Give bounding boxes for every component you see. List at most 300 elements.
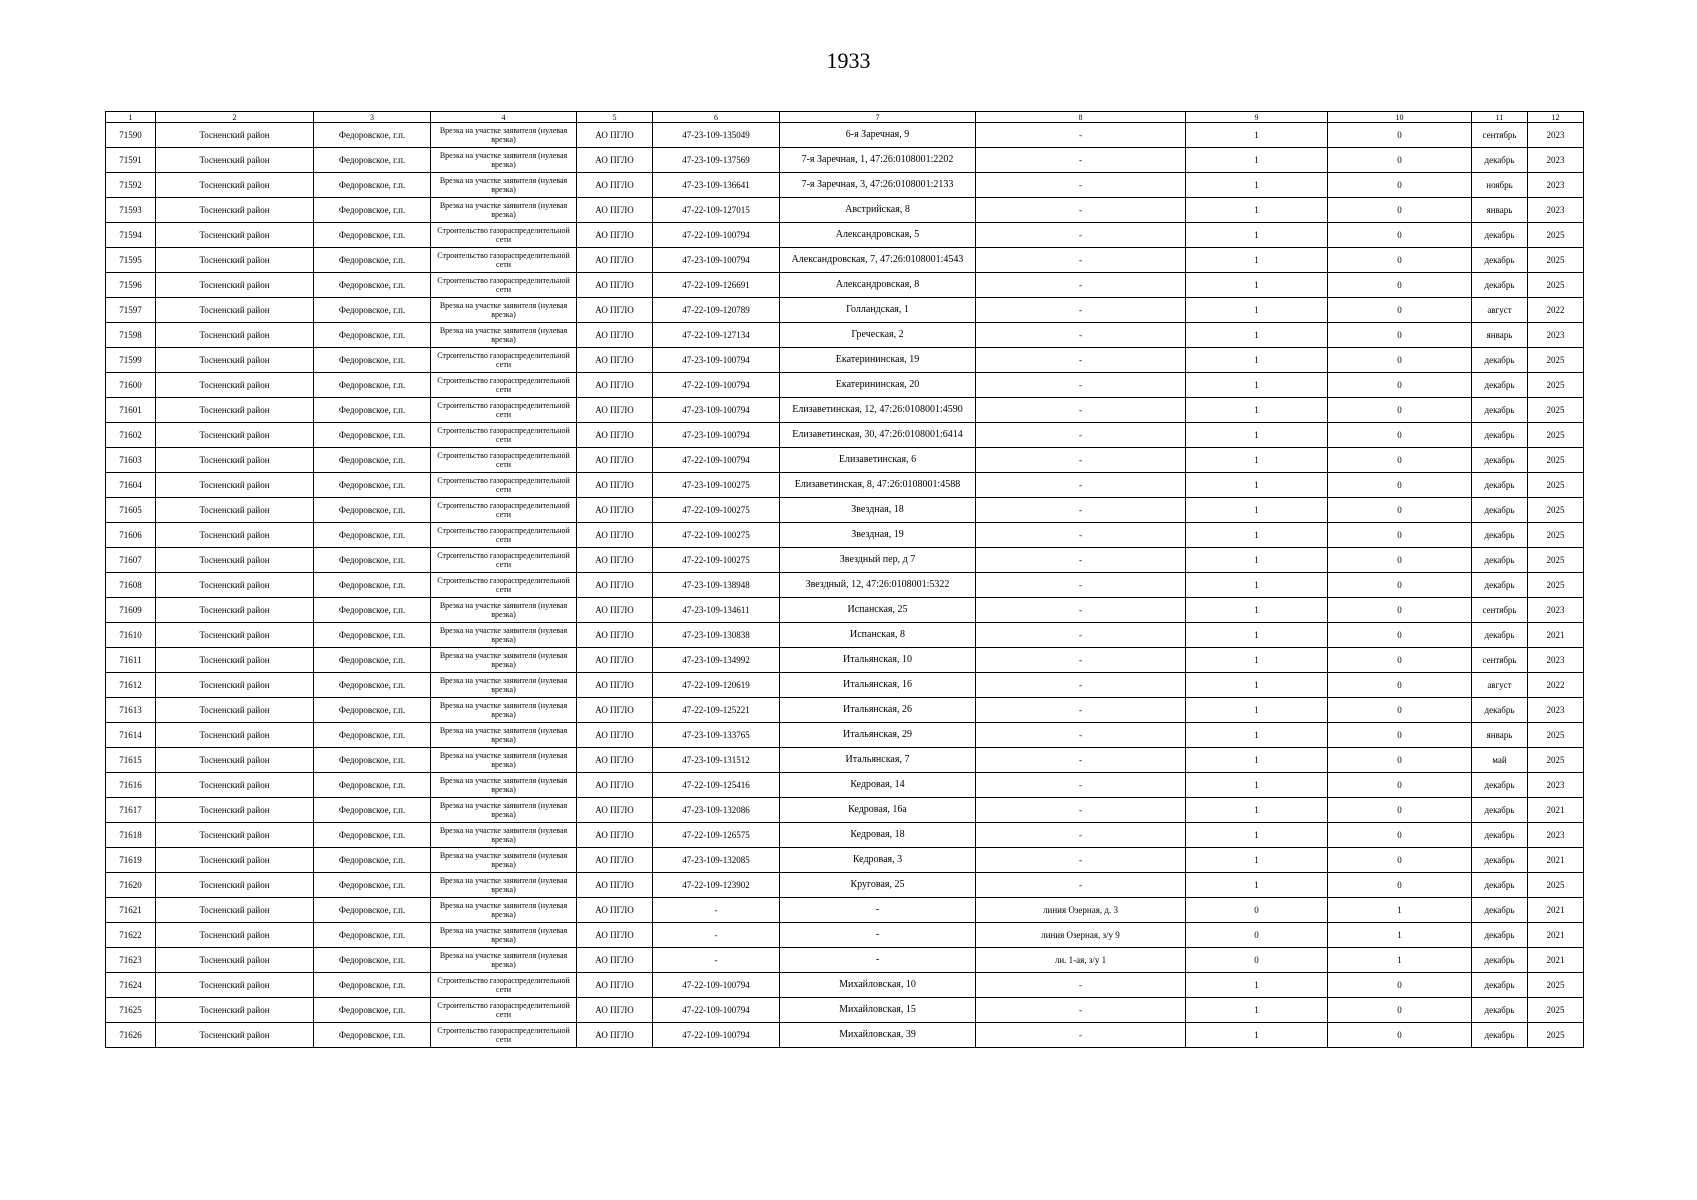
cell-alt-address: -: [976, 548, 1186, 573]
cell-row-number: 71626: [106, 1023, 156, 1048]
cell-address: Итальянская, 16: [780, 673, 976, 698]
cell-permit-number: 47-23-109-133765: [653, 723, 780, 748]
cell-permit-number: 47-23-109-138948: [653, 573, 780, 598]
cell-permit-number: 47-22-109-125221: [653, 698, 780, 723]
cell-work-type: Строительство газораспределительной сети: [431, 448, 577, 473]
cell-year: 2022: [1528, 298, 1584, 323]
cell-permit-number: 47-22-109-100794: [653, 973, 780, 998]
cell-address: Голландская, 1: [780, 298, 976, 323]
cell-settlement: Федоровское, г.п.: [314, 873, 431, 898]
cell-settlement: Федоровское, г.п.: [314, 123, 431, 148]
cell-count-b: 0: [1328, 623, 1472, 648]
cell-organization: АО ПГЛО: [577, 1023, 653, 1048]
cell-year: 2023: [1528, 773, 1584, 798]
cell-count-b: 1: [1328, 898, 1472, 923]
page-number: 1933: [826, 48, 871, 73]
cell-row-number: 71605: [106, 498, 156, 523]
cell-organization: АО ПГЛО: [577, 723, 653, 748]
table-row: [106, 223, 1584, 248]
cell-work-type: Врезка на участке заявителя (нулевая врезка): [431, 748, 577, 773]
cell-month: декабрь: [1472, 998, 1528, 1023]
cell-permit-number: 47-23-109-135049: [653, 123, 780, 148]
cell-year: 2025: [1528, 523, 1584, 548]
cell-count-a: 1: [1186, 248, 1328, 273]
cell-settlement: Федоровское, г.п.: [314, 448, 431, 473]
cell-work-type: Строительство газораспределительной сети: [431, 473, 577, 498]
cell-address: Итальянская, 26: [780, 698, 976, 723]
cell-month: сентябрь: [1472, 598, 1528, 623]
cell-row-number: 71601: [106, 398, 156, 423]
cell-district: Тосненский район: [156, 223, 314, 248]
cell-year: 2021: [1528, 623, 1584, 648]
cell-count-a: 1: [1186, 498, 1328, 523]
column-header: 9: [1186, 112, 1328, 123]
cell-count-b: 0: [1328, 1023, 1472, 1048]
table-row: [106, 573, 1584, 598]
cell-month: декабрь: [1472, 798, 1528, 823]
cell-year: 2021: [1528, 923, 1584, 948]
cell-permit-number: 47-23-109-136641: [653, 173, 780, 198]
cell-work-type: Строительство газораспределительной сети: [431, 398, 577, 423]
cell-alt-address: линия Озерная, д. 3: [976, 898, 1186, 923]
cell-month: декабрь: [1472, 773, 1528, 798]
cell-organization: АО ПГЛО: [577, 798, 653, 823]
table-row: [106, 398, 1584, 423]
cell-settlement: Федоровское, г.п.: [314, 698, 431, 723]
cell-permit-number: 47-22-109-120789: [653, 298, 780, 323]
cell-district: Тосненский район: [156, 573, 314, 598]
cell-work-type: Врезка на участке заявителя (нулевая врезка): [431, 948, 577, 973]
cell-address: Александровская, 8: [780, 273, 976, 298]
cell-row-number: 71624: [106, 973, 156, 998]
cell-alt-address: -: [976, 1023, 1186, 1048]
cell-district: Тосненский район: [156, 148, 314, 173]
table-row: [106, 798, 1584, 823]
cell-count-b: 0: [1328, 673, 1472, 698]
cell-alt-address: -: [976, 148, 1186, 173]
cell-settlement: Федоровское, г.п.: [314, 823, 431, 848]
cell-alt-address: -: [976, 573, 1186, 598]
cell-address: Итальянская, 7: [780, 748, 976, 773]
cell-district: Тосненский район: [156, 973, 314, 998]
cell-alt-address: -: [976, 323, 1186, 348]
table-row: [106, 523, 1584, 548]
cell-work-type: Строительство газораспределительной сети: [431, 373, 577, 398]
cell-count-a: 1: [1186, 848, 1328, 873]
cell-work-type: Строительство газораспределительной сети: [431, 548, 577, 573]
cell-count-b: 0: [1328, 273, 1472, 298]
cell-year: 2023: [1528, 648, 1584, 673]
cell-count-a: 1: [1186, 823, 1328, 848]
cell-settlement: Федоровское, г.п.: [314, 898, 431, 923]
cell-district: Тосненский район: [156, 423, 314, 448]
cell-permit-number: -: [653, 948, 780, 973]
cell-count-b: 0: [1328, 823, 1472, 848]
cell-permit-number: 47-23-109-134992: [653, 648, 780, 673]
cell-address: Звездная, 19: [780, 523, 976, 548]
cell-address: Михайловская, 15: [780, 998, 976, 1023]
cell-organization: АО ПГЛО: [577, 873, 653, 898]
cell-permit-number: 47-22-109-100275: [653, 498, 780, 523]
cell-alt-address: -: [976, 848, 1186, 873]
table-row: [106, 348, 1584, 373]
cell-district: Тосненский район: [156, 173, 314, 198]
cell-month: декабрь: [1472, 923, 1528, 948]
table-row: [106, 448, 1584, 473]
table-row: [106, 498, 1584, 523]
cell-year: 2023: [1528, 823, 1584, 848]
cell-permit-number: 47-22-109-100794: [653, 373, 780, 398]
cell-row-number: 71608: [106, 573, 156, 598]
cell-count-a: 1: [1186, 1023, 1328, 1048]
cell-permit-number: 47-23-109-100794: [653, 348, 780, 373]
table-row: [106, 548, 1584, 573]
cell-work-type: Строительство газораспределительной сети: [431, 498, 577, 523]
cell-alt-address: -: [976, 773, 1186, 798]
cell-count-b: 0: [1328, 798, 1472, 823]
cell-month: декабрь: [1472, 873, 1528, 898]
cell-year: 2025: [1528, 1023, 1584, 1048]
cell-settlement: Федоровское, г.п.: [314, 248, 431, 273]
cell-work-type: Врезка на участке заявителя (нулевая врезка): [431, 323, 577, 348]
cell-count-b: 0: [1328, 373, 1472, 398]
cell-district: Тосненский район: [156, 348, 314, 373]
cell-organization: АО ПГЛО: [577, 123, 653, 148]
cell-work-type: Врезка на участке заявителя (нулевая врезка): [431, 848, 577, 873]
cell-month: декабрь: [1472, 573, 1528, 598]
cell-year: 2025: [1528, 273, 1584, 298]
cell-row-number: 71594: [106, 223, 156, 248]
cell-count-a: 1: [1186, 373, 1328, 398]
cell-row-number: 71618: [106, 823, 156, 848]
cell-month: декабрь: [1472, 898, 1528, 923]
cell-permit-number: 47-23-109-132086: [653, 798, 780, 823]
cell-address: Звездный, 12, 47:26:0108001:5322: [780, 573, 976, 598]
cell-permit-number: 47-23-109-100794: [653, 423, 780, 448]
cell-organization: АО ПГЛО: [577, 898, 653, 923]
cell-count-a: 1: [1186, 298, 1328, 323]
cell-address: -: [780, 898, 976, 923]
cell-district: Тосненский район: [156, 848, 314, 873]
cell-month: декабрь: [1472, 548, 1528, 573]
cell-district: Тосненский район: [156, 448, 314, 473]
cell-work-type: Строительство газораспределительной сети: [431, 223, 577, 248]
cell-permit-number: 47-22-109-126691: [653, 273, 780, 298]
cell-count-b: 1: [1328, 923, 1472, 948]
cell-settlement: Федоровское, г.п.: [314, 673, 431, 698]
cell-district: Тосненский район: [156, 298, 314, 323]
cell-permit-number: 47-23-109-134611: [653, 598, 780, 623]
cell-count-a: 1: [1186, 973, 1328, 998]
cell-year: 2022: [1528, 673, 1584, 698]
cell-month: декабрь: [1472, 273, 1528, 298]
cell-work-type: Строительство газораспределительной сети: [431, 998, 577, 1023]
cell-address: Испанская, 8: [780, 623, 976, 648]
cell-count-a: 1: [1186, 798, 1328, 823]
cell-district: Тосненский район: [156, 823, 314, 848]
cell-count-b: 0: [1328, 998, 1472, 1023]
table-row: [106, 298, 1584, 323]
cell-work-type: Врезка на участке заявителя (нулевая врезка): [431, 198, 577, 223]
cell-permit-number: 47-23-109-137569: [653, 148, 780, 173]
cell-year: 2025: [1528, 998, 1584, 1023]
cell-row-number: 71600: [106, 373, 156, 398]
cell-organization: АО ПГЛО: [577, 923, 653, 948]
cell-year: 2025: [1528, 448, 1584, 473]
table-row: [106, 123, 1584, 148]
cell-count-a: 1: [1186, 273, 1328, 298]
cell-year: 2023: [1528, 173, 1584, 198]
cell-month: декабрь: [1472, 523, 1528, 548]
cell-count-b: 0: [1328, 423, 1472, 448]
cell-settlement: Федоровское, г.п.: [314, 173, 431, 198]
cell-count-b: 0: [1328, 498, 1472, 523]
cell-row-number: 71607: [106, 548, 156, 573]
cell-address: Кедровая, 16а: [780, 798, 976, 823]
column-header: 3: [314, 112, 431, 123]
cell-count-b: 0: [1328, 173, 1472, 198]
cell-count-a: 1: [1186, 773, 1328, 798]
cell-address: Звездный пер, д 7: [780, 548, 976, 573]
cell-year: 2025: [1528, 548, 1584, 573]
table-row: [106, 473, 1584, 498]
cell-count-b: 0: [1328, 573, 1472, 598]
cell-district: Тосненский район: [156, 723, 314, 748]
cell-organization: АО ПГЛО: [577, 173, 653, 198]
cell-address: Елизаветинская, 8, 47:26:0108001:4588: [780, 473, 976, 498]
cell-alt-address: -: [976, 823, 1186, 848]
cell-settlement: Федоровское, г.п.: [314, 948, 431, 973]
cell-permit-number: 47-22-109-126575: [653, 823, 780, 848]
cell-month: декабрь: [1472, 973, 1528, 998]
cell-alt-address: -: [976, 123, 1186, 148]
cell-district: Тосненский район: [156, 773, 314, 798]
cell-work-type: Врезка на участке заявителя (нулевая врезка): [431, 148, 577, 173]
cell-work-type: Строительство газораспределительной сети: [431, 1023, 577, 1048]
cell-address: Итальянская, 10: [780, 648, 976, 673]
cell-count-b: 0: [1328, 973, 1472, 998]
cell-settlement: Федоровское, г.п.: [314, 623, 431, 648]
cell-organization: АО ПГЛО: [577, 273, 653, 298]
cell-district: Тосненский район: [156, 523, 314, 548]
cell-organization: АО ПГЛО: [577, 298, 653, 323]
cell-count-b: 0: [1328, 223, 1472, 248]
cell-count-a: 1: [1186, 673, 1328, 698]
cell-address: Кедровая, 3: [780, 848, 976, 873]
cell-alt-address: -: [976, 298, 1186, 323]
cell-alt-address: линия Озерная, з/у 9: [976, 923, 1186, 948]
cell-organization: АО ПГЛО: [577, 698, 653, 723]
cell-count-a: 1: [1186, 223, 1328, 248]
cell-count-a: 1: [1186, 998, 1328, 1023]
cell-work-type: Строительство газораспределительной сети: [431, 973, 577, 998]
cell-month: декабрь: [1472, 348, 1528, 373]
cell-alt-address: -: [976, 348, 1186, 373]
cell-row-number: 71625: [106, 998, 156, 1023]
cell-alt-address: -: [976, 998, 1186, 1023]
cell-work-type: Врезка на участке заявителя (нулевая врезка): [431, 673, 577, 698]
cell-settlement: Федоровское, г.п.: [314, 598, 431, 623]
cell-permit-number: 47-22-109-100275: [653, 548, 780, 573]
table-row: [106, 873, 1584, 898]
table-row: [106, 898, 1584, 923]
cell-row-number: 71623: [106, 948, 156, 973]
cell-organization: АО ПГЛО: [577, 748, 653, 773]
cell-count-b: 0: [1328, 448, 1472, 473]
cell-row-number: 71595: [106, 248, 156, 273]
cell-permit-number: 47-22-109-125416: [653, 773, 780, 798]
cell-row-number: 71592: [106, 173, 156, 198]
cell-alt-address: -: [976, 873, 1186, 898]
cell-month: август: [1472, 673, 1528, 698]
cell-address: 6-я Заречная, 9: [780, 123, 976, 148]
cell-row-number: 71621: [106, 898, 156, 923]
cell-count-b: 0: [1328, 723, 1472, 748]
cell-count-a: 1: [1186, 573, 1328, 598]
table-row: [106, 723, 1584, 748]
cell-year: 2021: [1528, 948, 1584, 973]
cell-year: 2023: [1528, 198, 1584, 223]
column-header: 2: [156, 112, 314, 123]
cell-alt-address: -: [976, 523, 1186, 548]
cell-settlement: Федоровское, г.п.: [314, 1023, 431, 1048]
cell-count-a: 1: [1186, 548, 1328, 573]
cell-row-number: 71619: [106, 848, 156, 873]
cell-address: Михайловская, 39: [780, 1023, 976, 1048]
cell-settlement: Федоровское, г.п.: [314, 648, 431, 673]
column-header: 12: [1528, 112, 1584, 123]
cell-year: 2025: [1528, 423, 1584, 448]
cell-address: Кедровая, 14: [780, 773, 976, 798]
cell-count-a: 1: [1186, 348, 1328, 373]
cell-alt-address: -: [976, 248, 1186, 273]
cell-month: май: [1472, 748, 1528, 773]
cell-permit-number: 47-22-109-127015: [653, 198, 780, 223]
cell-organization: АО ПГЛО: [577, 448, 653, 473]
cell-address: Елизаветинская, 12, 47:26:0108001:4590: [780, 398, 976, 423]
cell-permit-number: 47-23-109-100794: [653, 398, 780, 423]
cell-district: Тосненский район: [156, 273, 314, 298]
column-header: 4: [431, 112, 577, 123]
cell-district: Тосненский район: [156, 548, 314, 573]
cell-year: 2023: [1528, 598, 1584, 623]
cell-address: 7-я Заречная, 1, 47:26:0108001:2202: [780, 148, 976, 173]
cell-count-b: 0: [1328, 873, 1472, 898]
cell-count-b: 0: [1328, 748, 1472, 773]
cell-row-number: 71622: [106, 923, 156, 948]
cell-organization: АО ПГЛО: [577, 523, 653, 548]
table-row: [106, 973, 1584, 998]
table-row: [106, 273, 1584, 298]
cell-address: -: [780, 948, 976, 973]
cell-district: Тосненский район: [156, 323, 314, 348]
cell-address: Екатерининская, 19: [780, 348, 976, 373]
header-row: [106, 112, 1584, 123]
cell-row-number: 71599: [106, 348, 156, 373]
cell-row-number: 71609: [106, 598, 156, 623]
cell-count-a: 1: [1186, 523, 1328, 548]
cell-organization: АО ПГЛО: [577, 498, 653, 523]
cell-district: Тосненский район: [156, 948, 314, 973]
cell-year: 2025: [1528, 223, 1584, 248]
cell-year: 2025: [1528, 398, 1584, 423]
cell-count-a: 1: [1186, 398, 1328, 423]
cell-district: Тосненский район: [156, 373, 314, 398]
cell-address: Греческая, 2: [780, 323, 976, 348]
table-row: [106, 1023, 1584, 1048]
cell-settlement: Федоровское, г.п.: [314, 348, 431, 373]
cell-permit-number: 47-23-109-100275: [653, 473, 780, 498]
cell-district: Тосненский район: [156, 698, 314, 723]
cell-organization: АО ПГЛО: [577, 148, 653, 173]
table-row: [106, 623, 1584, 648]
cell-month: декабрь: [1472, 248, 1528, 273]
cell-district: Тосненский район: [156, 648, 314, 673]
cell-district: Тосненский район: [156, 248, 314, 273]
cell-alt-address: -: [976, 598, 1186, 623]
cell-work-type: Врезка на участке заявителя (нулевая врезка): [431, 798, 577, 823]
cell-row-number: 71604: [106, 473, 156, 498]
cell-count-a: 0: [1186, 898, 1328, 923]
cell-alt-address: -: [976, 748, 1186, 773]
cell-work-type: Врезка на участке заявителя (нулевая врезка): [431, 598, 577, 623]
table-row: [106, 198, 1584, 223]
cell-year: 2023: [1528, 123, 1584, 148]
cell-organization: АО ПГЛО: [577, 398, 653, 423]
cell-work-type: Врезка на участке заявителя (нулевая врезка): [431, 123, 577, 148]
table-row: [106, 673, 1584, 698]
cell-count-a: 1: [1186, 623, 1328, 648]
table-row: [106, 148, 1584, 173]
cell-address: Елизаветинская, 30, 47:26:0108001:6414: [780, 423, 976, 448]
cell-alt-address: -: [976, 673, 1186, 698]
cell-year: 2025: [1528, 873, 1584, 898]
cell-permit-number: 47-22-109-100794: [653, 998, 780, 1023]
cell-settlement: Федоровское, г.п.: [314, 323, 431, 348]
cell-count-a: 1: [1186, 198, 1328, 223]
cell-district: Тосненский район: [156, 623, 314, 648]
cell-district: Тосненский район: [156, 673, 314, 698]
cell-year: 2021: [1528, 898, 1584, 923]
cell-alt-address: -: [976, 798, 1186, 823]
cell-alt-address: -: [976, 498, 1186, 523]
cell-permit-number: 47-22-109-100275: [653, 523, 780, 548]
cell-alt-address: -: [976, 723, 1186, 748]
cell-organization: АО ПГЛО: [577, 823, 653, 848]
cell-work-type: Врезка на участке заявителя (нулевая врезка): [431, 173, 577, 198]
cell-row-number: 71591: [106, 148, 156, 173]
cell-work-type: Строительство газораспределительной сети: [431, 248, 577, 273]
cell-month: декабрь: [1472, 473, 1528, 498]
cell-alt-address: -: [976, 973, 1186, 998]
table-row: [106, 373, 1584, 398]
cell-count-a: 1: [1186, 173, 1328, 198]
cell-month: декабрь: [1472, 423, 1528, 448]
cell-row-number: 71603: [106, 448, 156, 473]
cell-organization: АО ПГЛО: [577, 223, 653, 248]
table-row: [106, 748, 1584, 773]
cell-address: Круговая, 25: [780, 873, 976, 898]
cell-district: Тосненский район: [156, 798, 314, 823]
cell-month: декабрь: [1472, 398, 1528, 423]
cell-organization: АО ПГЛО: [577, 423, 653, 448]
table-row: [106, 323, 1584, 348]
cell-address: Александровская, 7, 47:26:0108001:4543: [780, 248, 976, 273]
cell-alt-address: -: [976, 648, 1186, 673]
cell-month: декабрь: [1472, 623, 1528, 648]
cell-settlement: Федоровское, г.п.: [314, 773, 431, 798]
cell-work-type: Строительство газораспределительной сети: [431, 423, 577, 448]
